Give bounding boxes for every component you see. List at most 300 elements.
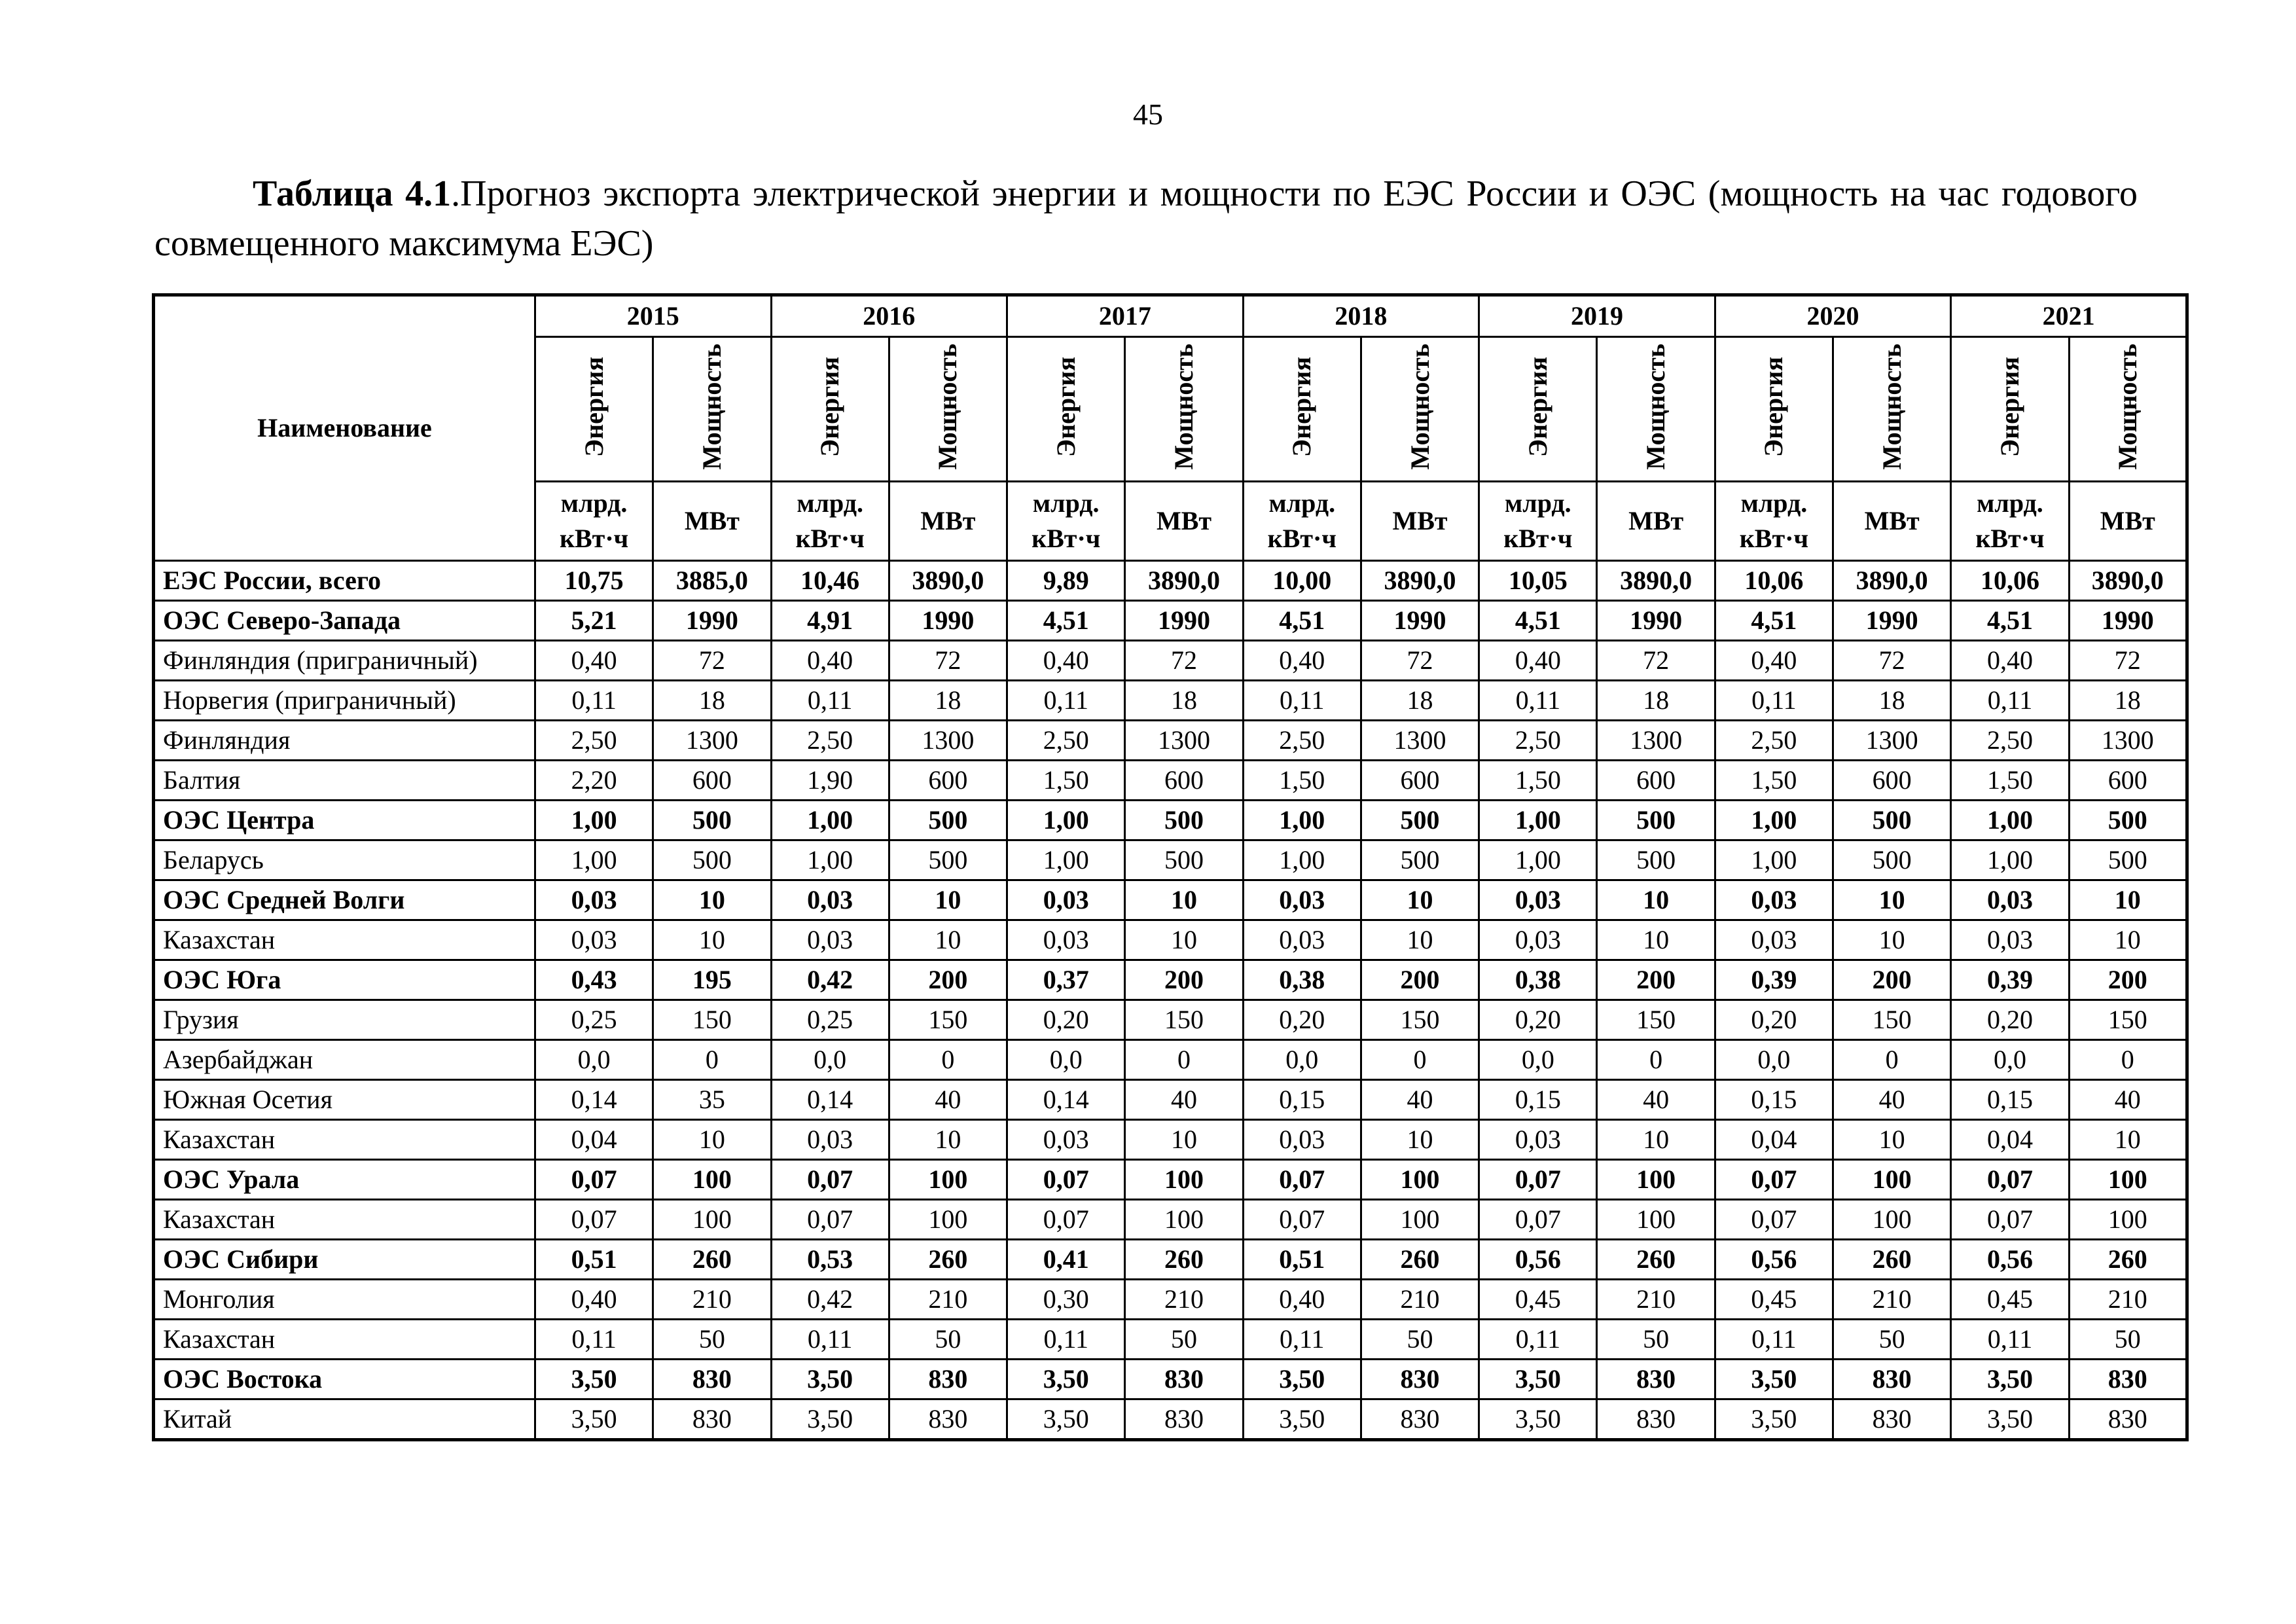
energy-value-cell: 0,25 <box>771 1000 889 1040</box>
energy-value-cell: 0,03 <box>1715 920 1833 960</box>
power-value-cell: 260 <box>1125 1240 1243 1280</box>
energy-label: Энергия <box>1759 356 1789 458</box>
energy-value-cell: 0,03 <box>1243 880 1361 920</box>
power-column-header <box>1361 337 1479 482</box>
energy-value-cell: 1,00 <box>535 840 653 880</box>
energy-value-cell: 0,03 <box>771 880 889 920</box>
table-row <box>154 1080 2187 1120</box>
power-unit-header: МВт <box>2069 482 2187 561</box>
row-name-cell: Балтия <box>154 761 535 801</box>
power-value-cell: 50 <box>889 1320 1007 1360</box>
energy-value-cell: 0,25 <box>535 1000 653 1040</box>
energy-value-cell: 0,11 <box>771 1320 889 1360</box>
energy-value-cell: 1,00 <box>1007 801 1125 840</box>
power-value-cell: 10 <box>1597 1120 1715 1160</box>
energy-value-cell: 0,07 <box>771 1200 889 1240</box>
power-value-cell: 500 <box>1833 840 1951 880</box>
energy-value-cell: 4,51 <box>1951 601 2069 641</box>
energy-value-cell: 1,00 <box>1007 840 1125 880</box>
caption-text: .Прогноз экспорта электрической энергии и мощности по ЕЭС России и ОЭС (мощность на час годового совмещенного максимума ЕЭС) <box>154 173 2138 264</box>
power-value-cell: 150 <box>1597 1000 1715 1040</box>
energy-value-cell: 3,50 <box>1243 1360 1361 1399</box>
energy-value-cell: 0,51 <box>1243 1240 1361 1280</box>
energy-value-cell: 2,50 <box>771 721 889 761</box>
power-value-cell: 830 <box>1361 1360 1479 1399</box>
power-value-cell: 1990 <box>1125 601 1243 641</box>
energy-value-cell: 10,75 <box>535 561 653 601</box>
energy-value-cell: 0,04 <box>535 1120 653 1160</box>
energy-value-cell: 2,50 <box>1951 721 2069 761</box>
energy-value-cell: 0,15 <box>1243 1080 1361 1120</box>
year-header: 2016 <box>771 295 1007 337</box>
energy-value-cell: 0,03 <box>771 920 889 960</box>
energy-unit-header <box>1243 482 1361 561</box>
energy-value-cell: 0,04 <box>1951 1120 2069 1160</box>
power-value-cell: 18 <box>1361 681 1479 721</box>
power-value-cell: 830 <box>889 1360 1007 1399</box>
power-value-cell: 100 <box>2069 1160 2187 1200</box>
energy-value-cell: 0,07 <box>1007 1160 1125 1200</box>
row-name-cell: ОЭС Юга <box>154 960 535 1000</box>
energy-value-cell: 0,51 <box>535 1240 653 1280</box>
power-value-cell: 1300 <box>653 721 771 761</box>
power-value-cell: 500 <box>1361 801 1479 840</box>
energy-value-cell: 1,00 <box>1479 840 1597 880</box>
energy-value-cell: 10,46 <box>771 561 889 601</box>
energy-value-cell: 0,07 <box>1715 1200 1833 1240</box>
power-value-cell: 100 <box>1833 1200 1951 1240</box>
energy-value-cell: 0,03 <box>535 880 653 920</box>
energy-label: Энергия <box>1287 356 1317 458</box>
energy-unit-line1: млрд. <box>1740 488 1808 518</box>
power-unit-header: МВт <box>889 482 1007 561</box>
power-value-cell: 18 <box>653 681 771 721</box>
year-header: 2018 <box>1243 295 1479 337</box>
energy-value-cell: 3,50 <box>1951 1360 2069 1399</box>
year-header: 2021 <box>1951 295 2187 337</box>
energy-unit-header <box>1479 482 1597 561</box>
energy-value-cell: 0,20 <box>1479 1000 1597 1040</box>
energy-unit-line2: кВт·ч <box>1739 524 1809 553</box>
power-value-cell: 210 <box>2069 1280 2187 1320</box>
power-value-cell: 18 <box>889 681 1007 721</box>
energy-value-cell: 0,03 <box>1479 880 1597 920</box>
energy-value-cell: 9,89 <box>1007 561 1125 601</box>
power-value-cell: 10 <box>1833 920 1951 960</box>
row-name-cell: ОЭС Востока <box>154 1360 535 1399</box>
power-value-cell: 600 <box>1361 761 1479 801</box>
energy-value-cell: 0,07 <box>1243 1200 1361 1240</box>
power-label: Мощность <box>1405 344 1435 470</box>
power-value-cell: 72 <box>2069 641 2187 681</box>
energy-value-cell: 2,20 <box>535 761 653 801</box>
power-value-cell: 10 <box>1125 1120 1243 1160</box>
energy-value-cell: 1,00 <box>1951 840 2069 880</box>
energy-value-cell: 1,00 <box>771 801 889 840</box>
power-value-cell: 10 <box>1125 880 1243 920</box>
table-row <box>154 601 2187 641</box>
table-row <box>154 1200 2187 1240</box>
power-value-cell: 600 <box>2069 761 2187 801</box>
table-row <box>154 960 2187 1000</box>
power-value-cell: 500 <box>2069 801 2187 840</box>
power-value-cell: 600 <box>1125 761 1243 801</box>
power-value-cell: 830 <box>653 1399 771 1440</box>
energy-unit-line1: млрд. <box>1977 488 2043 518</box>
table-row <box>154 1360 2187 1399</box>
energy-value-cell: 0,15 <box>1951 1080 2069 1120</box>
power-value-cell: 10 <box>653 920 771 960</box>
power-column-header <box>2069 337 2187 482</box>
year-header-row <box>154 295 2187 337</box>
energy-value-cell: 0,07 <box>1951 1200 2069 1240</box>
row-name-cell: ОЭС Сибири <box>154 1240 535 1280</box>
power-value-cell: 10 <box>1125 920 1243 960</box>
energy-value-cell: 0,03 <box>1007 920 1125 960</box>
power-value-cell: 50 <box>1597 1320 1715 1360</box>
energy-value-cell: 0,03 <box>1479 920 1597 960</box>
power-value-cell: 18 <box>1833 681 1951 721</box>
power-value-cell: 600 <box>653 761 771 801</box>
power-value-cell: 1990 <box>1361 601 1479 641</box>
table-row <box>154 1240 2187 1280</box>
energy-value-cell: 4,51 <box>1243 601 1361 641</box>
energy-value-cell: 0,03 <box>1007 1120 1125 1160</box>
caption-label: Таблица 4.1 <box>253 173 452 214</box>
power-value-cell: 500 <box>653 840 771 880</box>
energy-value-cell: 0,14 <box>535 1080 653 1120</box>
power-value-cell: 40 <box>1833 1080 1951 1120</box>
energy-column-header <box>1243 337 1361 482</box>
energy-value-cell: 0,11 <box>1243 681 1361 721</box>
energy-value-cell: 10,06 <box>1951 561 2069 601</box>
power-value-cell: 150 <box>1833 1000 1951 1040</box>
power-column-header <box>1597 337 1715 482</box>
energy-label: Энергия <box>815 356 845 458</box>
energy-value-cell: 0,07 <box>771 1160 889 1200</box>
power-value-cell: 100 <box>1597 1200 1715 1240</box>
energy-unit-header <box>1715 482 1833 561</box>
power-label: Мощность <box>2112 344 2142 470</box>
energy-unit-line2: кВт·ч <box>795 524 865 553</box>
power-value-cell: 830 <box>2069 1399 2187 1440</box>
energy-value-cell: 0,38 <box>1479 960 1597 1000</box>
power-value-cell: 40 <box>1125 1080 1243 1120</box>
power-value-cell: 195 <box>653 960 771 1000</box>
year-header: 2015 <box>535 295 771 337</box>
power-value-cell: 10 <box>1361 920 1479 960</box>
energy-value-cell: 0,03 <box>1243 920 1361 960</box>
energy-value-cell: 0,11 <box>1479 1320 1597 1360</box>
power-value-cell: 10 <box>1597 920 1715 960</box>
row-name-cell: Китай <box>154 1399 535 1440</box>
row-name-cell: Беларусь <box>154 840 535 880</box>
energy-value-cell: 3,50 <box>771 1360 889 1399</box>
energy-value-cell: 1,90 <box>771 761 889 801</box>
energy-value-cell: 1,00 <box>1951 801 2069 840</box>
power-label: Мощность <box>1876 344 1907 470</box>
power-value-cell: 3890,0 <box>1125 561 1243 601</box>
power-value-cell: 1300 <box>1833 721 1951 761</box>
power-value-cell: 100 <box>889 1160 1007 1200</box>
energy-value-cell: 4,51 <box>1007 601 1125 641</box>
power-value-cell: 830 <box>653 1360 771 1399</box>
energy-value-cell: 3,50 <box>1951 1399 2069 1440</box>
energy-value-cell: 0,20 <box>1007 1000 1125 1040</box>
power-column-header <box>1125 337 1243 482</box>
energy-value-cell: 0,11 <box>1479 681 1597 721</box>
power-value-cell: 830 <box>1125 1399 1243 1440</box>
row-name-cell: Монголия <box>154 1280 535 1320</box>
energy-value-cell: 0,14 <box>1007 1080 1125 1120</box>
power-unit-header: МВт <box>1833 482 1951 561</box>
power-value-cell: 600 <box>1833 761 1951 801</box>
energy-value-cell: 0,07 <box>1243 1160 1361 1200</box>
power-column-header <box>1833 337 1951 482</box>
power-value-cell: 72 <box>889 641 1007 681</box>
energy-column-header <box>1951 337 2069 482</box>
row-name-cell: Южная Осетия <box>154 1080 535 1120</box>
power-value-cell: 10 <box>2069 920 2187 960</box>
energy-unit-line2: кВт·ч <box>1975 524 2045 553</box>
energy-label: Энергия <box>1050 356 1081 458</box>
power-value-cell: 40 <box>889 1080 1007 1120</box>
energy-value-cell: 0,37 <box>1007 960 1125 1000</box>
power-value-cell: 18 <box>1597 681 1715 721</box>
power-value-cell: 50 <box>1125 1320 1243 1360</box>
energy-value-cell: 0,0 <box>771 1040 889 1080</box>
energy-value-cell: 0,07 <box>1951 1160 2069 1200</box>
power-value-cell: 1300 <box>889 721 1007 761</box>
power-value-cell: 100 <box>2069 1200 2187 1240</box>
power-value-cell: 50 <box>1833 1320 1951 1360</box>
power-value-cell: 3890,0 <box>1361 561 1479 601</box>
power-value-cell: 40 <box>1597 1080 1715 1120</box>
table-row <box>154 1160 2187 1200</box>
power-value-cell: 500 <box>889 840 1007 880</box>
power-value-cell: 10 <box>653 1120 771 1160</box>
energy-value-cell: 0,03 <box>771 1120 889 1160</box>
energy-value-cell: 1,50 <box>1951 761 2069 801</box>
power-column-header <box>889 337 1007 482</box>
energy-value-cell: 0,11 <box>1243 1320 1361 1360</box>
energy-value-cell: 1,00 <box>535 801 653 840</box>
power-value-cell: 72 <box>653 641 771 681</box>
row-name-cell: Казахстан <box>154 920 535 960</box>
energy-value-cell: 10,05 <box>1479 561 1597 601</box>
energy-value-cell: 0,0 <box>1479 1040 1597 1080</box>
energy-value-cell: 0,11 <box>1715 1320 1833 1360</box>
row-name-cell: Казахстан <box>154 1120 535 1160</box>
power-value-cell: 100 <box>1125 1160 1243 1200</box>
energy-value-cell: 0,03 <box>1715 880 1833 920</box>
power-unit-header: МВт <box>1125 482 1243 561</box>
energy-value-cell: 0,30 <box>1007 1280 1125 1320</box>
energy-value-cell: 1,00 <box>1243 801 1361 840</box>
power-value-cell: 50 <box>653 1320 771 1360</box>
power-value-cell: 150 <box>889 1000 1007 1040</box>
power-value-cell: 500 <box>1833 801 1951 840</box>
energy-value-cell: 0,15 <box>1715 1080 1833 1120</box>
table-row <box>154 840 2187 880</box>
power-value-cell: 50 <box>2069 1320 2187 1360</box>
energy-value-cell: 0,53 <box>771 1240 889 1280</box>
energy-value-cell: 0,04 <box>1715 1120 1833 1160</box>
power-value-cell: 500 <box>1597 801 1715 840</box>
energy-value-cell: 2,50 <box>1479 721 1597 761</box>
energy-value-cell: 0,45 <box>1479 1280 1597 1320</box>
power-value-cell: 210 <box>653 1280 771 1320</box>
table-row <box>154 1000 2187 1040</box>
export-forecast-table <box>152 293 2189 1441</box>
power-value-cell: 150 <box>1125 1000 1243 1040</box>
power-value-cell: 10 <box>1833 1120 1951 1160</box>
energy-value-cell: 0,43 <box>535 960 653 1000</box>
energy-value-cell: 2,50 <box>1243 721 1361 761</box>
power-value-cell: 0 <box>2069 1040 2187 1080</box>
energy-value-cell: 0,11 <box>535 681 653 721</box>
energy-unit-line1: млрд. <box>560 488 628 518</box>
energy-value-cell: 0,07 <box>1479 1200 1597 1240</box>
energy-value-cell: 0,14 <box>771 1080 889 1120</box>
energy-value-cell: 3,50 <box>1007 1399 1125 1440</box>
energy-value-cell: 3,50 <box>771 1399 889 1440</box>
energy-column-header <box>1479 337 1597 482</box>
energy-value-cell: 0,11 <box>771 681 889 721</box>
energy-value-cell: 10,06 <box>1715 561 1833 601</box>
table-body <box>154 561 2187 1440</box>
energy-value-cell: 0,03 <box>535 920 653 960</box>
row-name-cell: ОЭС Урала <box>154 1160 535 1200</box>
energy-value-cell: 1,00 <box>1479 801 1597 840</box>
table-row <box>154 1399 2187 1440</box>
energy-value-cell: 2,50 <box>535 721 653 761</box>
power-value-cell: 3890,0 <box>1833 561 1951 601</box>
power-value-cell: 200 <box>1125 960 1243 1000</box>
power-value-cell: 10 <box>889 880 1007 920</box>
row-name-cell: Казахстан <box>154 1200 535 1240</box>
energy-value-cell: 0,11 <box>1715 681 1833 721</box>
energy-value-cell: 3,50 <box>1479 1399 1597 1440</box>
power-label: Мощность <box>1641 344 1671 470</box>
row-name-cell: ОЭС Северо-Запада <box>154 601 535 641</box>
energy-value-cell: 0,11 <box>1007 681 1125 721</box>
power-column-header <box>653 337 771 482</box>
table-row <box>154 641 2187 681</box>
power-value-cell: 200 <box>1361 960 1479 1000</box>
energy-value-cell: 3,50 <box>1007 1360 1125 1399</box>
power-value-cell: 10 <box>889 920 1007 960</box>
power-value-cell: 830 <box>2069 1360 2187 1399</box>
power-value-cell: 1300 <box>1125 721 1243 761</box>
energy-value-cell: 0,07 <box>1715 1160 1833 1200</box>
energy-value-cell: 0,40 <box>535 641 653 681</box>
row-name-cell: Финляндия <box>154 721 535 761</box>
energy-label: Энергия <box>579 356 609 458</box>
power-value-cell: 0 <box>1597 1040 1715 1080</box>
power-value-cell: 50 <box>1361 1320 1479 1360</box>
power-value-cell: 500 <box>889 801 1007 840</box>
power-value-cell: 72 <box>1833 641 1951 681</box>
power-value-cell: 10 <box>1833 880 1951 920</box>
power-value-cell: 260 <box>653 1240 771 1280</box>
power-value-cell: 500 <box>1125 840 1243 880</box>
power-value-cell: 260 <box>889 1240 1007 1280</box>
power-value-cell: 72 <box>1125 641 1243 681</box>
power-value-cell: 500 <box>653 801 771 840</box>
energy-value-cell: 0,0 <box>1715 1040 1833 1080</box>
energy-value-cell: 3,50 <box>1479 1360 1597 1399</box>
power-value-cell: 100 <box>653 1160 771 1200</box>
row-name-cell: Норвегия (приграничный) <box>154 681 535 721</box>
power-value-cell: 200 <box>2069 960 2187 1000</box>
power-value-cell: 150 <box>653 1000 771 1040</box>
power-value-cell: 830 <box>1361 1399 1479 1440</box>
power-value-cell: 600 <box>1597 761 1715 801</box>
power-value-cell: 500 <box>1361 840 1479 880</box>
energy-value-cell: 0,03 <box>1951 880 2069 920</box>
energy-value-cell: 0,40 <box>535 1280 653 1320</box>
power-value-cell: 3890,0 <box>1597 561 1715 601</box>
year-header: 2020 <box>1715 295 1951 337</box>
energy-value-cell: 4,91 <box>771 601 889 641</box>
row-name-cell: Грузия <box>154 1000 535 1040</box>
energy-value-cell: 0,07 <box>535 1200 653 1240</box>
power-value-cell: 100 <box>1125 1200 1243 1240</box>
energy-value-cell: 0,38 <box>1243 960 1361 1000</box>
power-value-cell: 100 <box>653 1200 771 1240</box>
table-row <box>154 1280 2187 1320</box>
energy-value-cell: 0,42 <box>771 960 889 1000</box>
power-value-cell: 600 <box>889 761 1007 801</box>
energy-value-cell: 0,0 <box>1951 1040 2069 1080</box>
power-value-cell: 210 <box>889 1280 1007 1320</box>
page-number: 45 <box>1133 98 1163 131</box>
table-caption <box>154 169 2138 268</box>
table-row <box>154 801 2187 840</box>
energy-value-cell: 0,56 <box>1951 1240 2069 1280</box>
power-value-cell: 830 <box>1833 1360 1951 1399</box>
row-name-cell: ОЭС Средней Волги <box>154 880 535 920</box>
power-value-cell: 10 <box>653 880 771 920</box>
power-value-cell: 18 <box>2069 681 2187 721</box>
power-value-cell: 1300 <box>1597 721 1715 761</box>
energy-value-cell: 2,50 <box>1715 721 1833 761</box>
energy-unit-header <box>535 482 653 561</box>
power-value-cell: 260 <box>1597 1240 1715 1280</box>
energy-value-cell: 3,50 <box>1243 1399 1361 1440</box>
energy-value-cell: 0,40 <box>1951 641 2069 681</box>
energy-value-cell: 0,42 <box>771 1280 889 1320</box>
power-unit-header: МВт <box>1597 482 1715 561</box>
power-value-cell: 100 <box>1361 1200 1479 1240</box>
energy-value-cell: 5,21 <box>535 601 653 641</box>
energy-value-cell: 4,51 <box>1479 601 1597 641</box>
power-value-cell: 500 <box>1125 801 1243 840</box>
power-value-cell: 210 <box>1361 1280 1479 1320</box>
energy-unit-line2: кВт·ч <box>1503 524 1573 553</box>
row-name-cell: ЕЭС России, всего <box>154 561 535 601</box>
table-row <box>154 1120 2187 1160</box>
power-value-cell: 210 <box>1125 1280 1243 1320</box>
table-head <box>154 295 2187 561</box>
energy-unit-line2: кВт·ч <box>1031 524 1101 553</box>
energy-value-cell: 0,15 <box>1479 1080 1597 1120</box>
energy-value-cell: 10,00 <box>1243 561 1361 601</box>
year-header: 2017 <box>1007 295 1244 337</box>
power-value-cell: 10 <box>1361 1120 1479 1160</box>
energy-value-cell: 0,20 <box>1951 1000 2069 1040</box>
